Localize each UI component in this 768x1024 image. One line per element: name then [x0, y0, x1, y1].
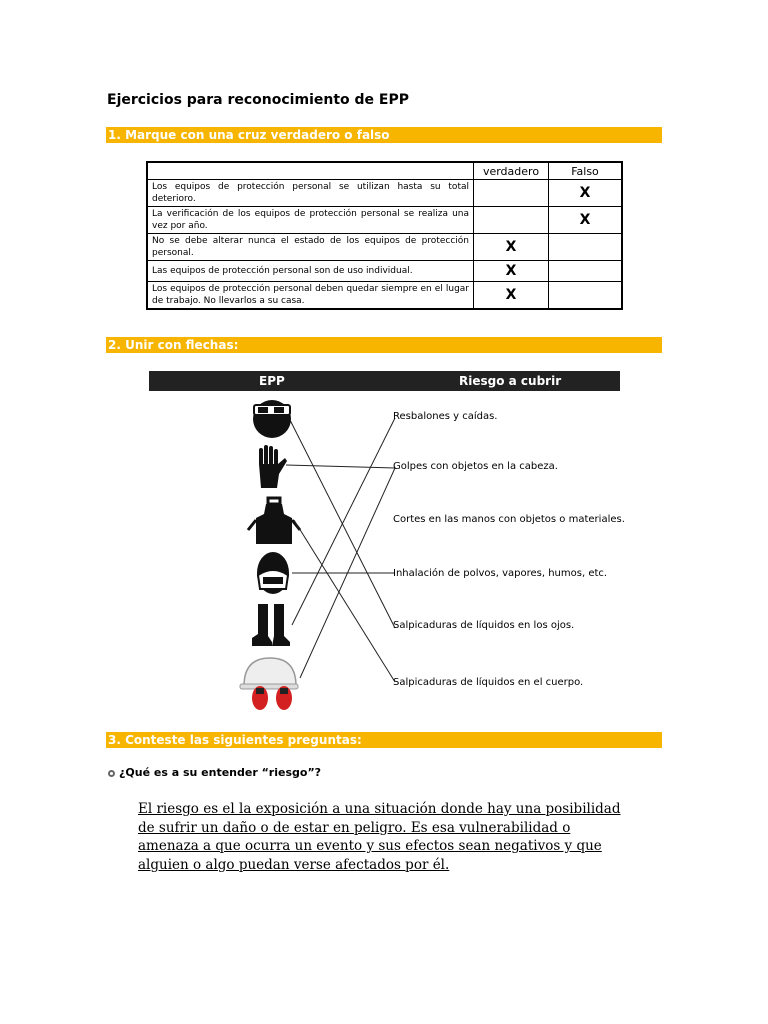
verdadero-cell[interactable]: X	[474, 234, 549, 261]
col-falso: Falso	[549, 162, 623, 180]
falso-cell[interactable]: X	[549, 180, 623, 207]
verdadero-cell[interactable]: X	[474, 282, 549, 310]
statement-cell: No se debe alterar nunca el estado de los equipos de protección personal.	[147, 234, 474, 261]
risk-item: Cortes en las manos con objetos o materiales.	[393, 514, 625, 525]
col-riesgo: Riesgo a cubrir	[459, 374, 562, 388]
line-glove-hands	[286, 465, 395, 468]
verdadero-cell[interactable]: X	[474, 261, 549, 282]
statement-cell: Los equipos de protección personal deben quedar siempre en el lugar de trabajo. No llevarlos a su casa.	[147, 282, 474, 310]
col-epp: EPP	[259, 374, 285, 388]
question-label: ¿Qué es a su entender “riesgo”?	[119, 766, 322, 779]
risk-item: Salpicaduras de líquidos en los ojos.	[393, 620, 575, 631]
col-verdadero: verdadero	[474, 162, 549, 180]
falso-cell[interactable]: X	[549, 207, 623, 234]
bullet-icon	[108, 770, 115, 777]
section-1-heading: 1. Marque con una cruz verdadero o falso	[106, 127, 662, 143]
section-3-heading: 3. Conteste las siguientes preguntas:	[106, 732, 662, 748]
question-text	[108, 766, 321, 779]
page-title: Ejercicios para reconocimiento de EPP	[107, 92, 409, 108]
risk-item: Resbalones y caídas.	[393, 411, 498, 422]
risk-item: Inhalación de polvos, vapores, humos, etc.	[393, 568, 608, 579]
answer-text[interactable]: El riesgo es el la exposición a una situación donde hay una posibilidad de sufrir un daño o de estar en peligro. Es esa vulnerabilidad o amenaza a que ocurra un evento y sus efectos sean negativos y que alguien o algo puedan verse afectados por él.	[138, 801, 621, 873]
section-2-heading: 2. Unir con flechas:	[106, 337, 662, 353]
statement-cell: La verificación de los equipos de protección personal se realiza una vez por año.	[147, 207, 474, 234]
risk-item: Golpes con objetos en la cabeza.	[393, 461, 558, 472]
statement-cell: Las equipos de protección personal son de uso individual.	[147, 261, 474, 282]
risk-item: Salpicaduras de líquidos en el cuerpo.	[393, 677, 584, 688]
statement-cell: Los equipos de protección personal se utilizan hasta su total deterioro.	[147, 180, 474, 207]
line-boots-slips	[292, 418, 395, 625]
